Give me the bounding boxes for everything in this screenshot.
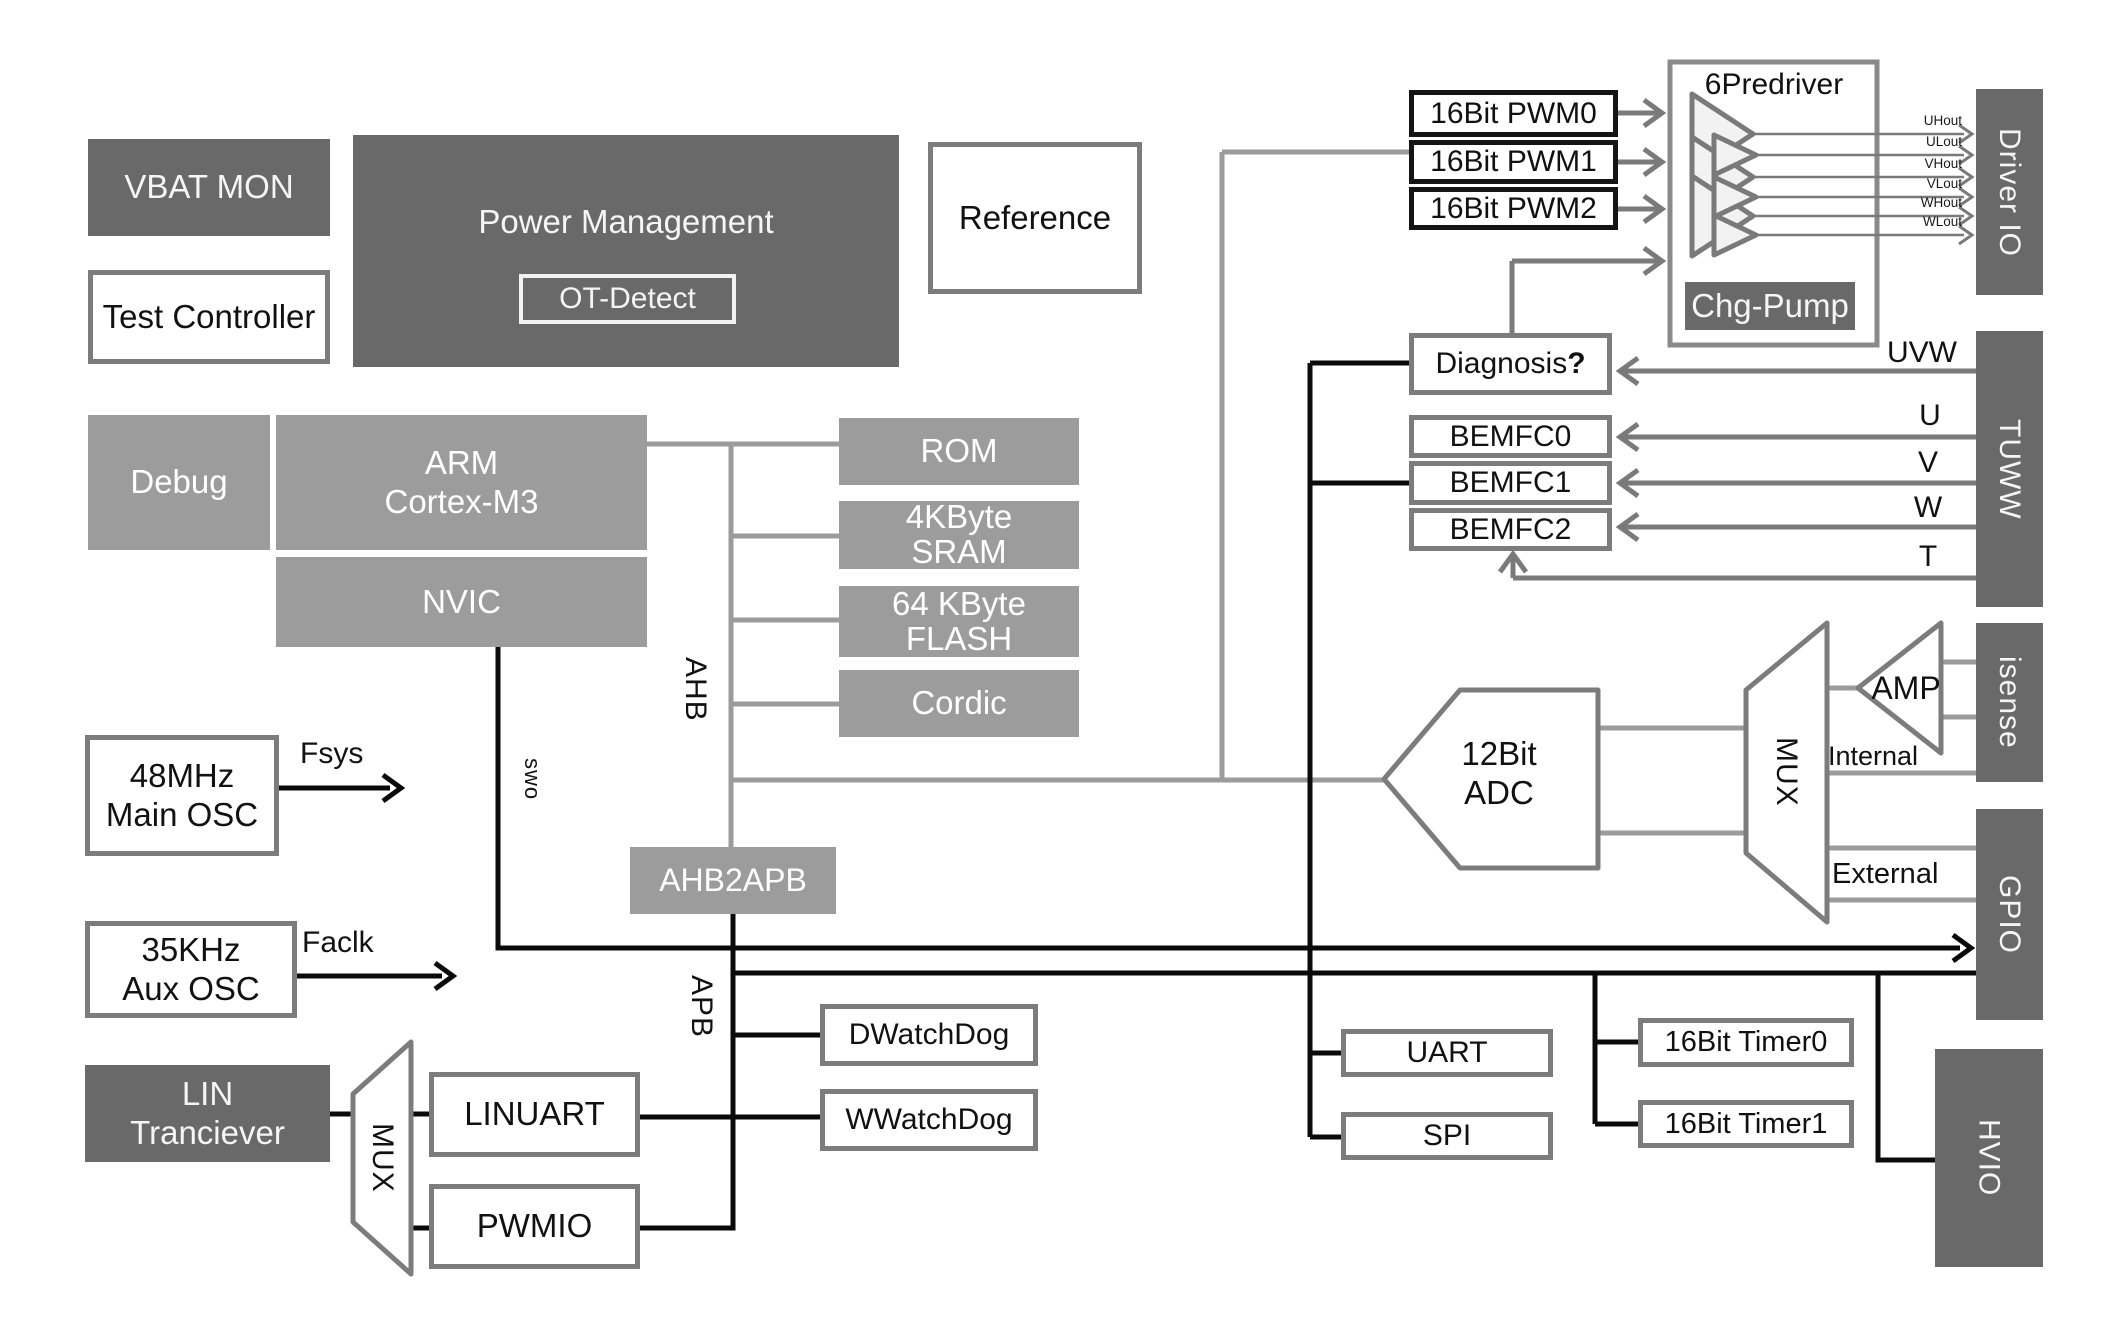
dwatchdog-label: DWatchDog [848,1018,1010,1052]
sram-label-line1: 4KByte [905,498,1013,536]
bemfc1-label: BEMFC1 [1449,466,1572,500]
pin-label-vlout: VLout [1926,176,1962,191]
mux-left-label: MUX [366,1123,399,1193]
wwatchdog-label: WWatchDog [845,1103,1013,1137]
arm-label-line1: ARM [424,443,499,481]
predriver-title: 6Predriver [1704,68,1844,101]
black-arrowheads [383,775,1971,989]
uart-label: UART [1406,1036,1488,1070]
block-diagnosis [1409,333,1612,395]
spi-label: SPI [1422,1119,1472,1153]
aux-osc-label-line1: 35KHz [141,930,241,968]
faclk-signal-label: Faclk [302,926,374,959]
io-bank-hvio [1935,1049,2043,1267]
vbat-mon-label: VBAT MON [124,168,294,206]
diagnosis-label: Diagnosis? [1435,347,1586,381]
block-chg-pump [1685,282,1855,330]
io-bank-tuww [1976,331,2043,607]
main-osc-label-line2: Main OSC [105,795,259,833]
flash-label-line2: FLASH [905,619,1013,657]
external-channel-label: External [1832,858,1939,890]
gpio-label: GPIO [1993,874,2027,954]
apb-bus-label: APB [685,975,718,1039]
block-power-management [353,135,899,367]
v-signal-label: V [1917,446,1938,479]
reference-label: Reference [958,198,1112,236]
io-bank-gpio [1976,809,2043,1020]
internal-channel-label: Internal [1828,741,1919,771]
pin-label-ulout: ULout [1925,134,1962,149]
cordic-label: Cordic [911,684,1007,722]
u-signal-label: U [1919,399,1941,432]
block-main-osc [85,735,279,856]
bemfc0-label: BEMFC0 [1449,419,1572,453]
block-dwatchdog [820,1004,1038,1066]
block-pwm0 [1409,90,1618,137]
block-vbat-mon [88,139,330,236]
block-bemfc2 [1409,508,1612,551]
block-linuart [429,1072,640,1157]
block-spi [1341,1112,1553,1160]
pin-label-wlout: WLout [1922,214,1962,229]
block-aux-osc [85,921,297,1018]
block-pwm1 [1409,140,1618,184]
linuart-label: LINUART [464,1095,605,1133]
rom-label: ROM [920,432,998,470]
adc-label: 12Bit ADC [1461,735,1537,811]
pwmio-label: PWMIO [476,1207,593,1245]
block-uart [1341,1029,1553,1077]
block-rom [839,418,1079,485]
aux-osc-label-line2: Aux OSC [122,969,260,1007]
block-ahb2apb [630,847,836,914]
block-debug [88,415,270,550]
uvw-signal-label: UVW [1887,336,1957,369]
driver-io-label: Driver IO [1993,127,2027,257]
pin-label-whout: WHout [1920,195,1962,210]
pin-label-vhout: VHout [1924,156,1962,171]
lin-label-line1: LIN [181,1074,234,1112]
pwm1-label: 16Bit PWM1 [1430,145,1597,179]
pwm0-label: 16Bit PWM0 [1430,96,1597,130]
block-arm-cortex-m3 [276,415,647,550]
power-management-label: Power Management [478,203,774,240]
isense-label: isense [1993,656,2027,749]
flash-label-line1: 64 KByte [892,584,1026,622]
bemfc2-label: BEMFC2 [1449,512,1572,546]
block-pwm2 [1409,187,1618,230]
ot-detect-label: OT-Detect [559,282,696,316]
block-lin-tranciever [85,1065,330,1162]
block-cordic [839,670,1079,737]
hvio-label: HVIO [1972,1119,2006,1197]
arm-label-line2: Cortex-M3 [384,482,539,520]
timer0-label: 16Bit Timer0 [1664,1026,1828,1059]
tuww-label: TUWW [1993,418,2027,520]
nvic-label: NVIC [422,582,501,620]
test-controller-label: Test Controller [102,297,316,335]
t-signal-label: T [1918,540,1938,573]
pin-label-uhout: UHout [1923,113,1962,128]
mux-right-label: MUX [1770,737,1803,807]
fsys-signal-label: Fsys [300,737,364,770]
block-timer0 [1638,1018,1854,1067]
block-test-controller [88,270,330,364]
io-bank-isense [1976,623,2043,782]
amp-label: AMP [1871,670,1941,706]
block-pwmio [429,1184,640,1269]
block-reference [928,142,1142,294]
block-wwatchdog [820,1089,1038,1151]
io-bank-driver-io [1976,89,2043,295]
lin-label-line2: Tranciever [130,1113,285,1151]
main-osc-label-line1: 48MHz [129,756,235,794]
diagnosis-question-mark: ? [1567,347,1586,381]
block-flash [839,586,1079,657]
w-signal-label: W [1913,491,1943,524]
debug-label: Debug [130,463,228,501]
block-sram [839,498,1079,570]
block-timer1 [1638,1100,1854,1148]
timer1-label: 16Bit Timer1 [1664,1107,1828,1140]
swo-signal-label: swo [520,757,545,801]
ahb2apb-label: AHB2APB [659,861,807,898]
chg-pump-label: Chg-Pump [1691,286,1849,324]
block-ot-detect [519,274,736,324]
block-nvic [276,557,647,647]
pwm2-label: 16Bit PWM2 [1430,191,1597,225]
block-bemfc0 [1409,415,1612,458]
sram-label-line2: SRAM [911,533,1007,570]
block-bemfc1 [1409,461,1612,505]
ahb-bus-label: AHB [679,656,712,722]
